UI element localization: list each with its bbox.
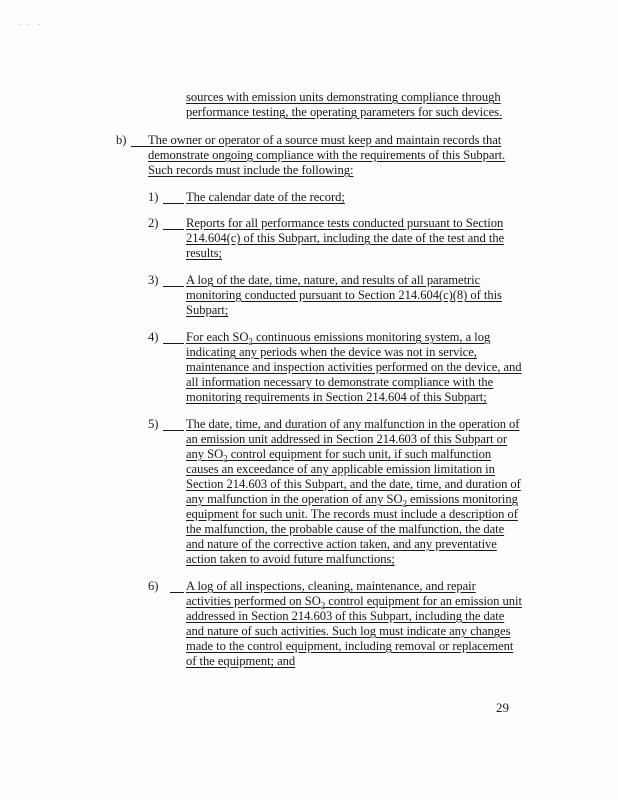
item-3-line: monitoring conducted pursuant to Section 214.604(c)(8) of this <box>186 288 502 302</box>
item-5-line: causes an exceedance of any applicable emission limitation in <box>186 462 495 476</box>
item-4-line: maintenance and inspection activities performed on the device, and <box>186 360 522 374</box>
item-5-label: 5) <box>148 417 159 431</box>
intro-line: performance testing, the operating parameters for such devices. <box>186 105 503 119</box>
intro-line: sources with emission units demonstrating compliance through <box>186 90 501 104</box>
item-3-label: 3) <box>148 273 159 287</box>
item-2-label: 2) <box>148 216 159 230</box>
item-1-label: 1) <box>148 190 159 204</box>
item-5-line: equipment for such unit. The records must include a description of <box>186 507 518 521</box>
item-4-line: all information necessary to demonstrate compliance with the <box>186 375 494 389</box>
item-4-label: 4) <box>148 330 159 344</box>
item-4-line: monitoring requirements in Section 214.604 of this Subpart; <box>186 390 487 404</box>
item-5-line: The date, time, and duration of any malfunction in the operation of <box>186 417 520 431</box>
label-rule <box>163 203 184 204</box>
item-5-line: an emission unit addressed in Section 214.603 of this Subpart or <box>186 432 508 446</box>
item-6-line: addressed in Section 214.603 of this Subpart, including the date <box>186 609 505 623</box>
item-6-line: A log of all inspections, cleaning, maintenance, and repair <box>186 579 476 593</box>
item-4-line <box>186 330 491 347</box>
label-rule <box>170 592 184 593</box>
item-5-line: action taken to avoid future malfunctions; <box>186 552 395 566</box>
item-5-line: any malfunction in the operation of any $SO_2$ emissions monitoring <box>186 492 518 509</box>
label-rule <box>163 229 184 230</box>
item-4-line: indicating any periods when the device was not in service, <box>186 345 477 359</box>
label-rule <box>163 286 184 287</box>
item-6-line: made to the control equipment, including removal or replacement <box>186 639 514 653</box>
item-2-line: results; <box>186 246 222 260</box>
item-5-line: Section 214.603 of this Subpart, and the date, time, and duration of <box>186 477 521 491</box>
item-6-line: of the equipment; and <box>186 654 296 668</box>
section-b-line: The owner or operator of a source must keep and maintain records that <box>148 133 502 147</box>
label-rule <box>163 430 184 431</box>
page-number: 29 <box>496 700 509 715</box>
item-2-line: 214.604(c) of this Subpart, including the date of the test and the <box>186 231 505 245</box>
section-b-line: demonstrate ongoing compliance with the requirements of this Subpart. <box>148 148 506 162</box>
item-6-label: 6) <box>148 579 159 593</box>
scan-specks: . . . <box>18 18 43 27</box>
item-3-line: A log of the date, time, nature, and results of all parametric <box>186 273 481 287</box>
item-1-line: The calendar date of the record; <box>186 190 345 204</box>
item-5-line: the malfunction, the probable cause of the malfunction, the date <box>186 522 505 536</box>
label-rule <box>131 146 148 147</box>
section-b-label: b) <box>116 133 127 147</box>
item-3-line: Subpart; <box>186 303 229 317</box>
item-6-line: activities performed on $SO_2$ control equipment for an emission unit <box>186 594 522 611</box>
section-b-line: Such records must include the following: <box>148 163 354 177</box>
label-rule <box>163 343 184 344</box>
item-6-line: and nature of such activities. Such log must indicate any changes <box>186 624 511 638</box>
item-5-line: any $SO_2$ control equipment for such unit, if such malfunction <box>186 447 492 464</box>
item-4-line-text: For each $SO_2$ continuous emissions monitoring system, a log <box>186 330 491 347</box>
item-5-line: and nature of the corrective action taken, and any preventative <box>186 537 497 551</box>
item-2-line: Reports for all performance tests conducted pursuant to Section <box>186 216 504 230</box>
